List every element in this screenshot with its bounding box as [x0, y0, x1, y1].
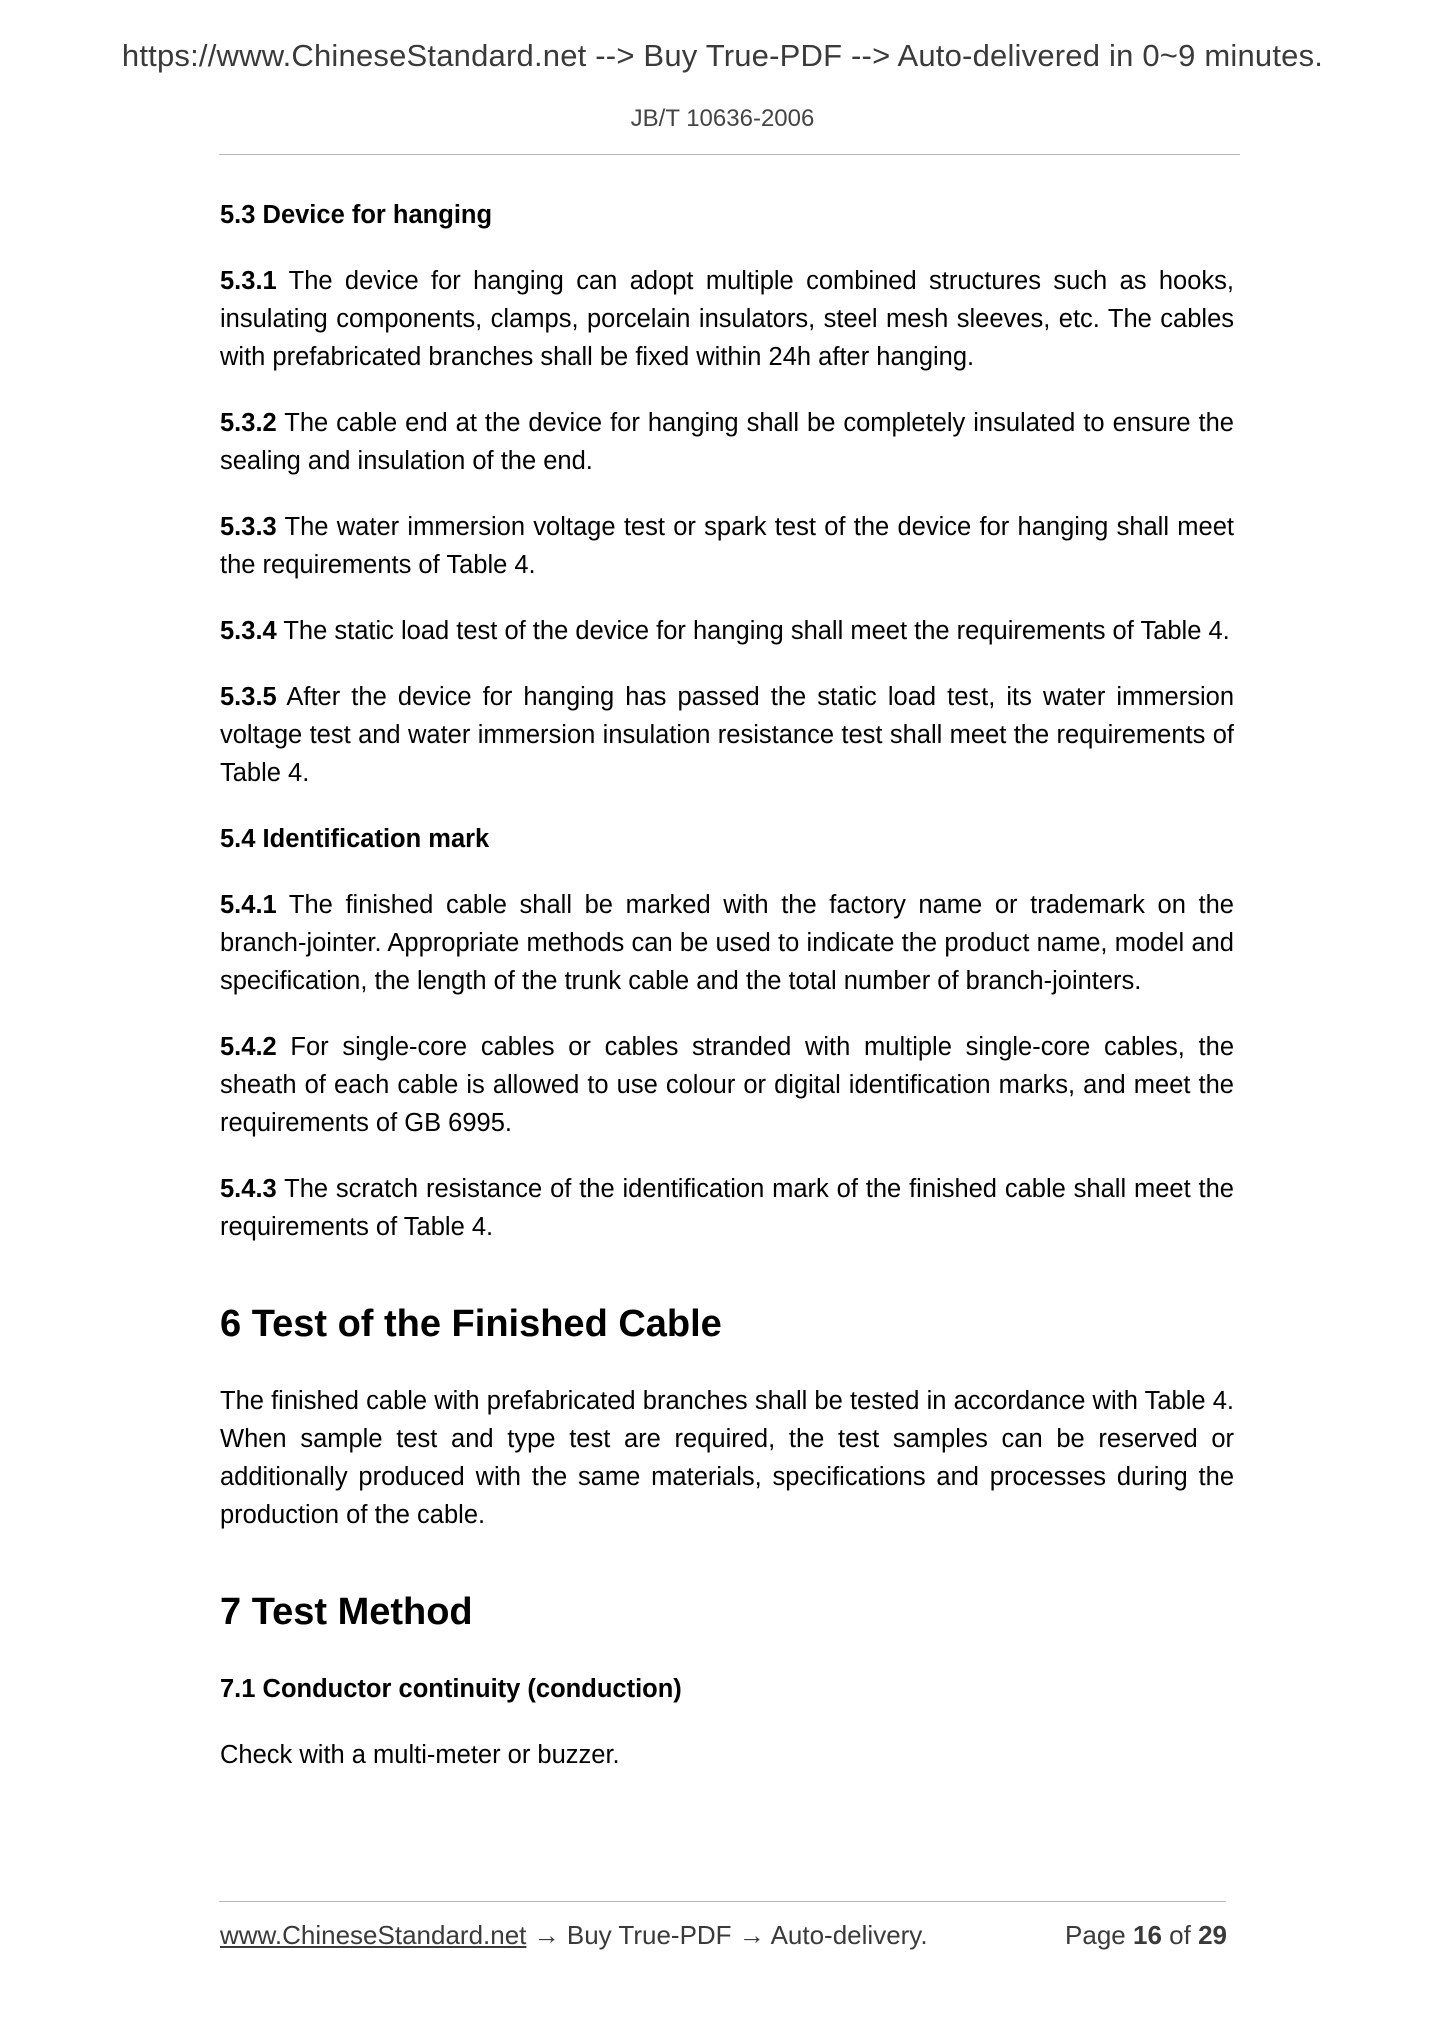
section-7-heading: 7 Test Method [220, 1591, 473, 1633]
clause-text: For single-core cables or cables stranded with multiple single-core cables, the sheath of each cable is allowed to use colour or digital identification marks, and meet the requirements of GB 6995. [220, 1033, 1234, 1137]
clause-text: The static load test of the device for hanging shall meet the requirements of Table 4. [276, 617, 1230, 645]
clause-5-4-3 [220, 1170, 1234, 1246]
clause-5-3-2 [220, 404, 1234, 480]
clause-number: 5.3.4 [220, 617, 277, 645]
clause-5-3-1 [220, 262, 1234, 376]
footer-promo [220, 1920, 928, 1951]
of-label: of [1169, 1920, 1191, 1950]
clause-number: 5.4.1 [220, 891, 277, 919]
section-6-heading: 6 Test of the Finished Cable [220, 1303, 722, 1345]
clause-number: 5.3.2 [220, 409, 277, 437]
clause-5-3-3 [220, 508, 1234, 584]
page-indicator [1065, 1920, 1227, 1951]
clause-5-4-1 [220, 886, 1234, 1000]
section-7-1-text: Check with a multi-meter or buzzer. [220, 1741, 620, 1769]
header-divider [219, 154, 1240, 155]
clause-text: After the device for hanging has passed the static load test, its water immersion voltage test and water immersion insulation resistance test shall meet the requirements of Table 4. [220, 683, 1234, 787]
clause-text: The scratch resistance of the identification mark of the finished cable shall meet the requirements of Table 4. [220, 1175, 1234, 1241]
section-5-4-heading: 5.4 Identification mark [220, 825, 490, 853]
clause-text: The water immersion voltage test or spark test of the device for hanging shall meet the requirements of Table 4. [220, 513, 1234, 579]
source-banner: https://www.ChineseStandard.net --> Buy True-PDF --> Auto-delivered in 0~9 minutes. [121, 38, 1324, 73]
total-page-count: 29 [1198, 1920, 1227, 1950]
website-link[interactable]: www.ChineseStandard.net [220, 1920, 527, 1950]
clause-5-4-2 [220, 1028, 1234, 1142]
clause-text: The cable end at the device for hanging shall be completely insulated to ensure the sealing and insulation of the end. [220, 409, 1234, 475]
clause-number: 5.3.1 [220, 267, 277, 295]
clause-5-3-4 [220, 612, 1234, 650]
clause-text: The device for hanging can adopt multiple combined structures such as hooks, insulating components, clamps, porcelain insulators, steel mesh sleeves, etc. The cables with prefabricated branches shall be fixed within 24h after hanging. [220, 267, 1234, 371]
clause-5-3-5 [220, 678, 1234, 792]
footer-tagline: → Buy True-PDF → Auto-delivery. [526, 1920, 928, 1950]
footer-divider [219, 1901, 1226, 1902]
page-body [220, 196, 1234, 1802]
clause-number: 5.4.3 [220, 1175, 277, 1203]
clause-number: 5.4.2 [220, 1033, 277, 1061]
page-label: Page [1065, 1920, 1126, 1950]
document-code: JB/T 10636-2006 [630, 105, 815, 132]
clause-number: 5.3.5 [220, 683, 277, 711]
section-6-text: The finished cable with prefabricated branches shall be tested in accordance with Table 4. When sample test and type test are required, the test samples can be reserved or additionally produced with the same materials, specifications and processes during the production of the cable. [220, 1387, 1234, 1529]
clause-number: 5.3.3 [220, 513, 277, 541]
current-page-number: 16 [1133, 1920, 1162, 1950]
clause-text: The finished cable shall be marked with the factory name or trademark on the branch-jointer. Appropriate methods can be used to indicate the product name, model and specification, the length of the trunk cable and the total number of branch-jointers. [220, 891, 1234, 995]
page-footer [220, 1920, 1227, 1956]
section-7-1-heading: 7.1 Conductor continuity (conduction) [220, 1675, 682, 1703]
section-5-3-heading: 5.3 Device for hanging [220, 201, 493, 229]
